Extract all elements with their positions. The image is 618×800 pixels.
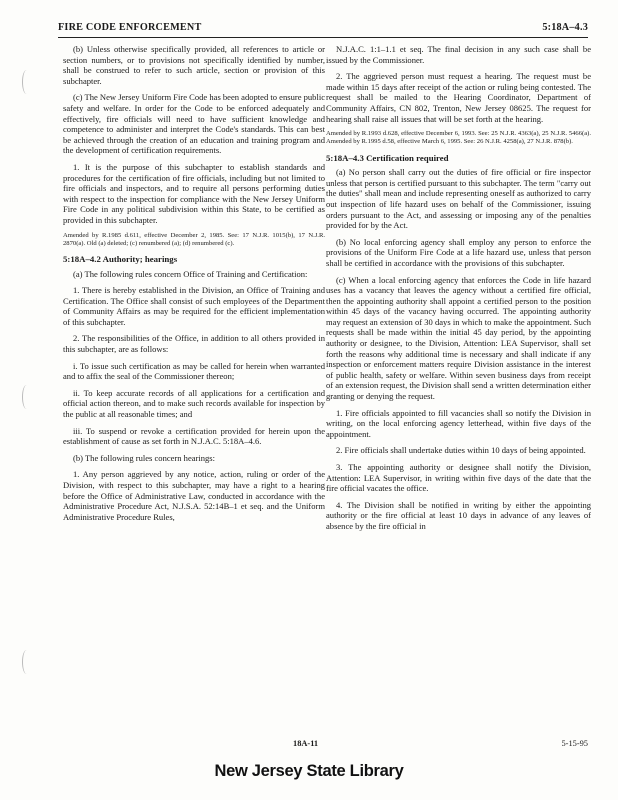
paragraph: 4. The Division shall be notified in writing by either the appointing authority or the fire official at least 10 days in advance of any leaves of absence by the fire official in (326, 499, 591, 531)
scan-margin-mark (22, 70, 31, 94)
paragraph: i. To issue such certification as may be called for herein when warranted and to affix the seal of the Commissioner thereon; (63, 360, 325, 382)
paragraph: ii. To keep accurate records of all applications for a certification and official action thereon, and to make such records available for inspection by the public at all reasonable times; and (63, 387, 325, 420)
running-header (58, 22, 588, 36)
right-column (326, 44, 591, 538)
amendment-note: Amended by R.1993 d.628, effective December 6, 1993. See: 25 N.J.R. 4363(a), 25 N.J.R. 5466(a). Amended by R.1995 d.58, effective March 6, 1995. See: 26 N.J.R. 4258(a), 27 N.J.R. 878(b). (326, 130, 591, 146)
header-rule (58, 37, 588, 38)
header-title: FIRE CODE ENFORCEMENT (58, 22, 202, 33)
section-heading: 5:18A–4.2 Authority; hearings (63, 253, 178, 264)
paragraph: 2. The responsibilities of the Office, in addition to all others provided in this subchapter, are as follows: (63, 333, 325, 355)
paragraph: N.J.A.C. 1:1–1.1 et seq. The final decision in any such case shall be issued by the Commissioner. (326, 44, 591, 65)
section-heading: 5:18A–4.3 Certification required (326, 152, 449, 163)
header-section-number: 5:18A–4.3 (542, 22, 588, 33)
library-watermark: New Jersey State Library (214, 762, 404, 780)
paragraph: (a) The following rules concern Office of Training and Certification: (73, 268, 308, 279)
page-number: 18A-11 (293, 739, 319, 748)
left-column (63, 44, 325, 528)
paragraph: (c) The New Jersey Uniform Fire Code has been adopted to ensure public safety and welfare. In order for the Code to be enforced adequately and effectively, fire officials will need to have sufficient knowledge and competence to administer and interpret the Code's standards. This can best be achieved through the creation of an education and training program and the development of certification requirements. (63, 92, 325, 156)
paragraph: (b) The following rules concern hearings: (73, 452, 216, 463)
paragraph: 2. Fire officials shall undertake duties within 10 days of being appointed. (336, 445, 586, 456)
amendment-note: Amended by R.1985 d.611, effective December 2, 1985. See: 17 N.J.R. 1015(b), 17 N.J.R. 2870(a). Old (a) deleted; (c) renumbered (a); (d) renumbered (c). (63, 231, 325, 247)
paragraph: (c) When a local enforcing agency that enforces the Code in life hazard uses has a vacancy that leaves the agency without a certified fire official, then the appointing authority shall appoint a certified person to the position within 45 days of the vacancy having occurred. The appointing authority may request an extension of 30 days in which to make the appointment. Such requests shall be made within the initial 45 day period, by the appointing authority or designee, to the Division, Attention: LEA Supervisor, shall set forth the reasons why additional time is necessary and shall indicate if any inspection or enforcement matters require Division assistance in the interest of public health, safety or welfare. Within seven business days from receipt of an extension request, the Division shall send a written determination either granting or denying the request. (326, 274, 591, 402)
paragraph: iii. To suspend or revoke a certification provided for herein upon the establishment of cause as set forth in N.J.A.C. 5:18A–4.6. (63, 425, 325, 447)
paragraph: 1. It is the purpose of this subchapter to establish standards and procedures for the certification of fire officials, including but not limited to fire officials and inspectors, and to require all persons performing duties with respect to the inspection for compliance with the New Jersey Uniform Fire Code in any political subdivision within this State, to be certified as provided in this subchapter. (63, 161, 325, 225)
paragraph: 2. The aggrieved person must request a hearing. The request must be made within 15 days after receipt of the action or ruling being contested. The request shall be mailed to the Hearing Coordinator, Department of Community Affairs, CN 802, Trenton, New Jersey 08625. The request for hearing shall raise all issues that will be set forth at the hearing. (326, 71, 591, 124)
revision-date: 5-15-95 (561, 739, 588, 748)
paragraph: 1. There is hereby established in the Division, an Office of Training and Certification. The Office shall consist of such employees of the Department of Community Affairs as may be required for the efficient implementation of this subchapter. (63, 285, 325, 327)
scan-margin-mark (22, 650, 31, 674)
paragraph: 1. Fire officials appointed to fill vacancies shall so notify the Division in writing, on the local enforcing agency letterhead, within five days of the appointment. (326, 407, 591, 439)
paragraph: 3. The appointing authority or designee shall notify the Division, Attention: LEA Supervisor, in writing within five days of the date that the fire official vacates the office. (326, 462, 591, 494)
scan-margin-mark (22, 385, 31, 409)
paragraph: 1. Any person aggrieved by any notice, action, ruling or order of the Division, with respect to this subchapter, may have a right to a hearing before the Office of Administrative Law, conducted in accordance with the Administrative Procedure Act, N.J.S.A. 52:14B–1 et seq. and the Uniform Administrative Procedure Rules, (63, 469, 325, 522)
paragraph: (a) No person shall carry out the duties of fire official or fire inspector unless that person is certified pursuant to this subchapter. The term "carry out the duties" shall mean and include representing oneself as authorized to carry out inspection of life hazard uses on behalf of the Commissioner, issuing orders pursuant to the Act, and assessing or imposing any of the penalties provided for by the Act. (326, 167, 591, 231)
paragraph: (b) Unless otherwise specifically provided, all references to article or section numbers, or to provisions not specifically identified by number, shall be construed to refer to such article, section or provision of this subchapter. (63, 44, 325, 86)
paragraph: (b) No local enforcing agency shall employ any person to enforce the provisions of the Uniform Fire Code at a life hazard use, unless that person shall be certified in accordance with the provisions of this subchapter. (326, 236, 591, 268)
